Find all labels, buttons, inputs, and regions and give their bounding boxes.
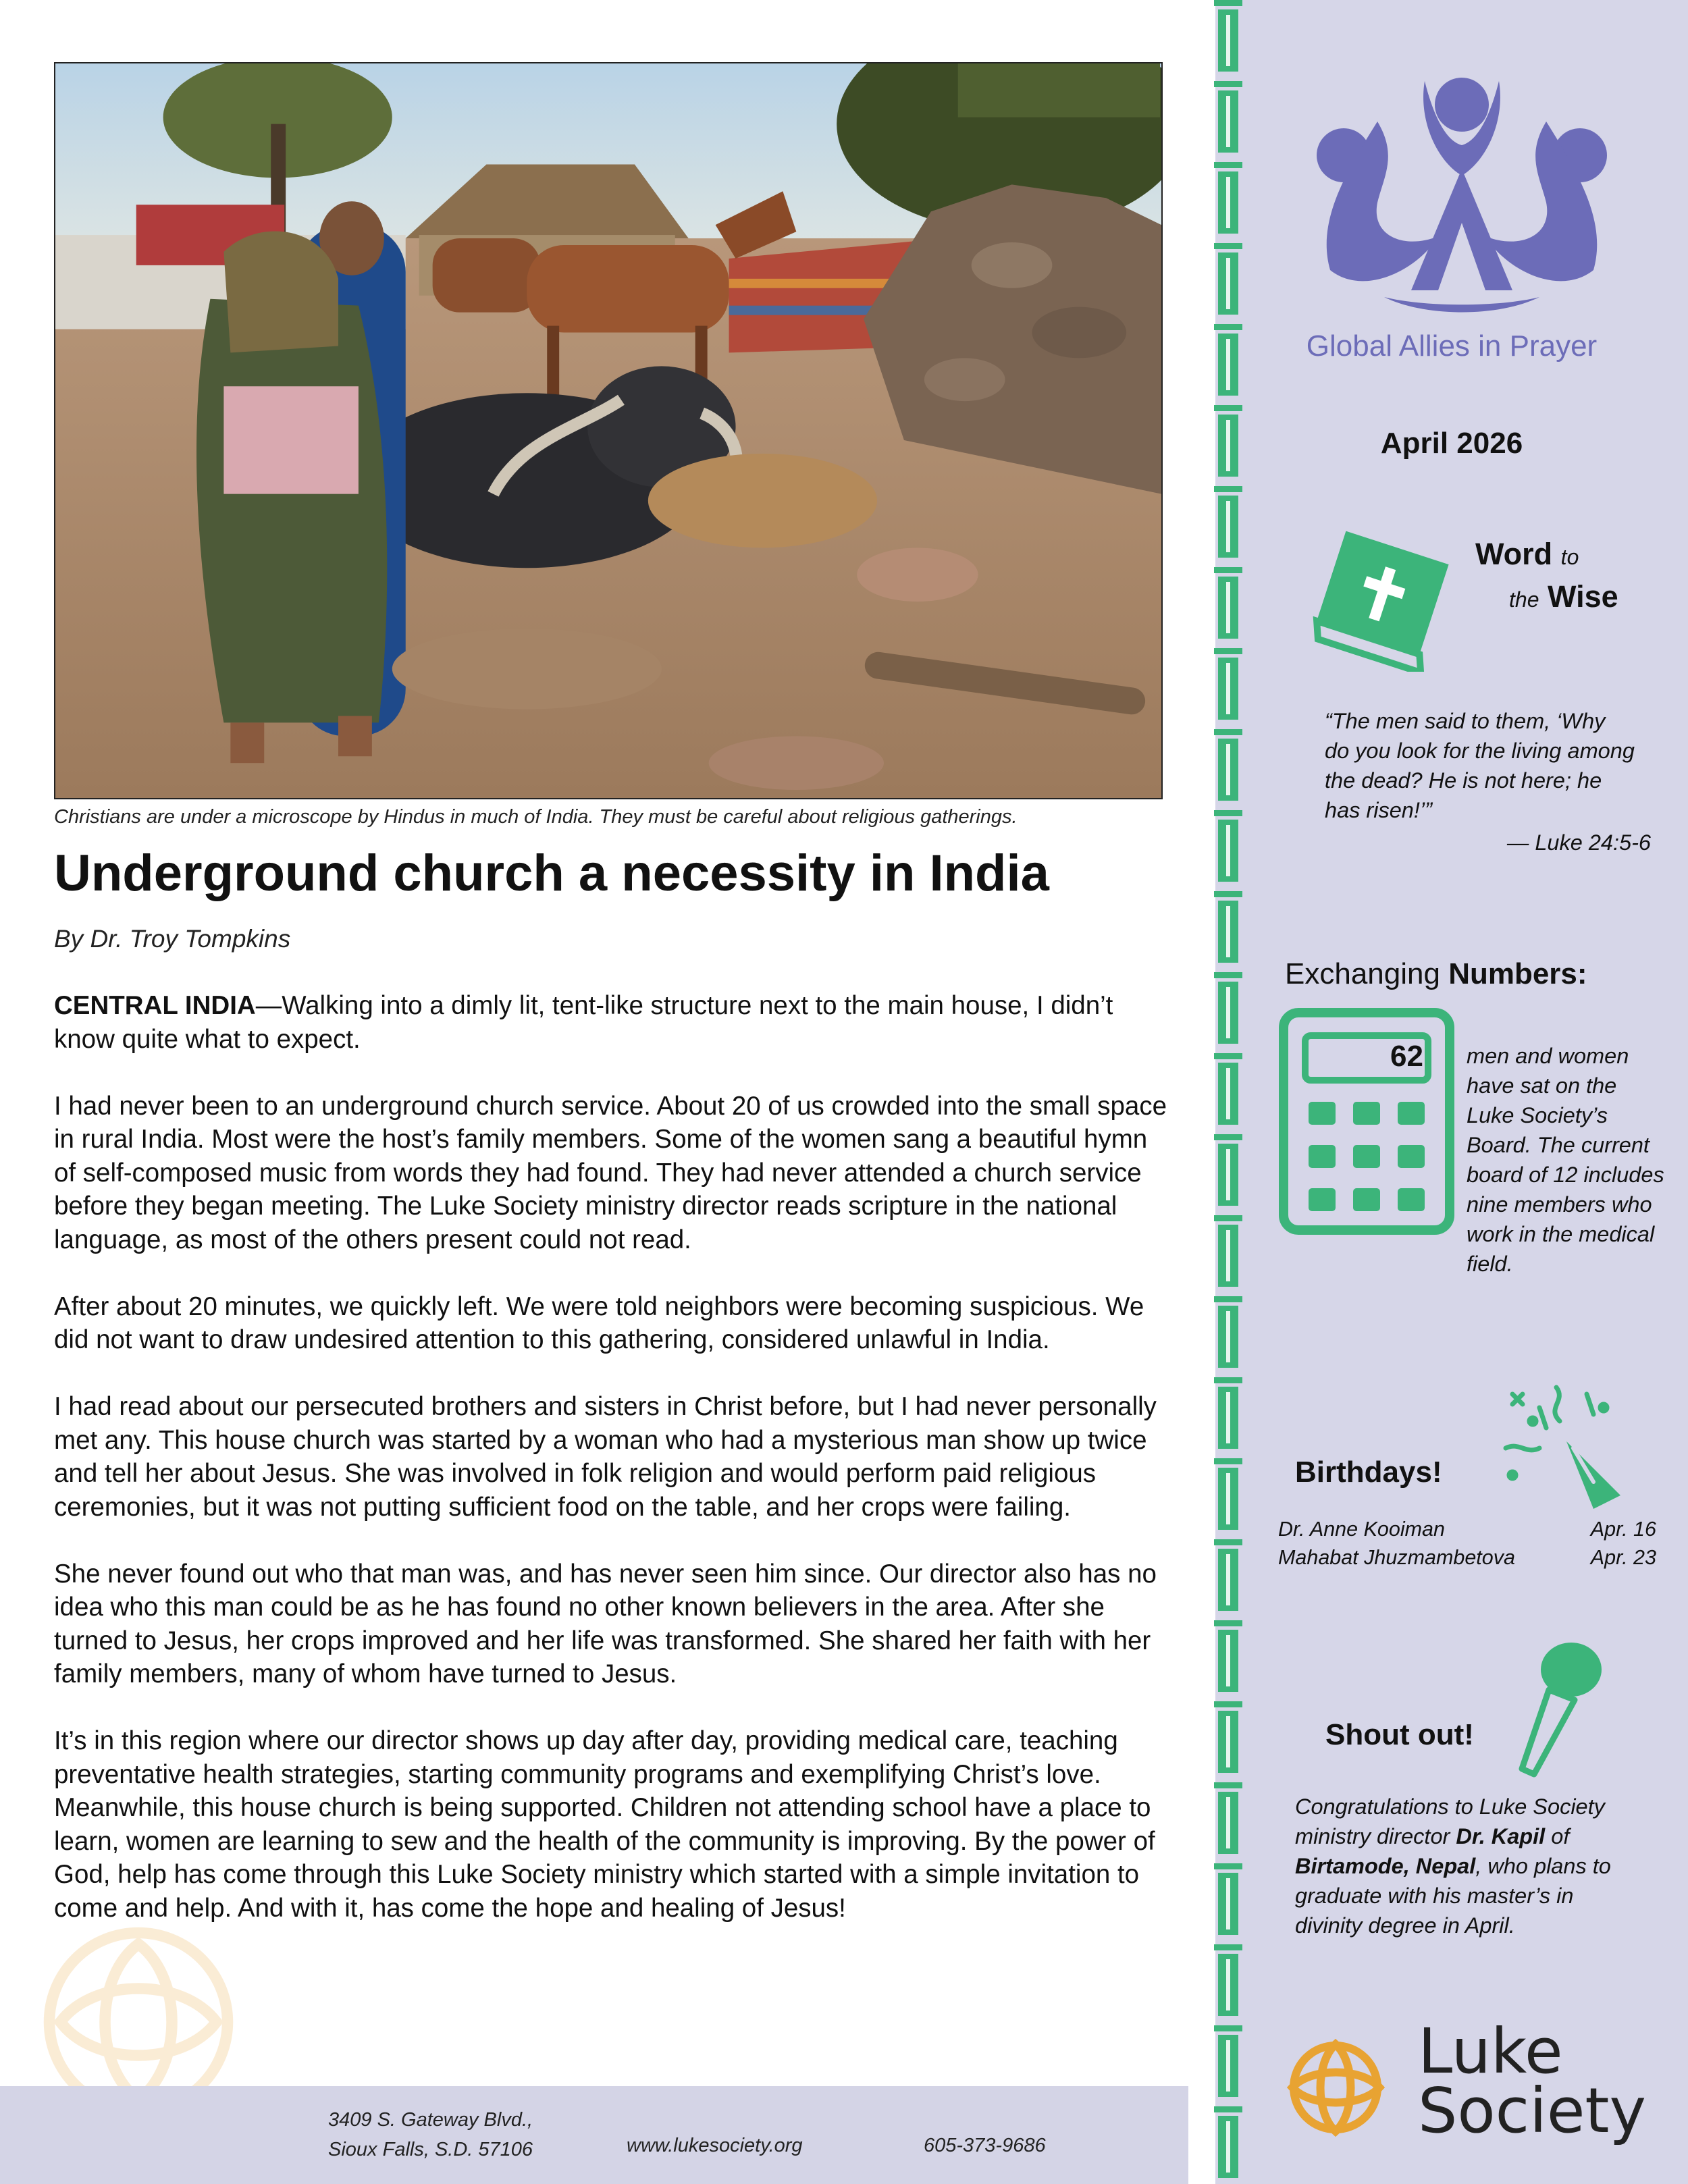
birthday-date: Apr. 23 (1590, 1546, 1656, 1569)
photo-caption: Christians are under a microscope by Hindus in much of India. They must be careful about religious gatherings. (54, 806, 1018, 828)
bamboo-node (1214, 1701, 1242, 1707)
calculator-value: 62 (1390, 1040, 1423, 1073)
bamboo-node (1214, 1053, 1242, 1059)
bamboo-highlight (1226, 501, 1230, 552)
address-line-1: 3409 S. Gateway Blvd., (328, 2109, 533, 2131)
page-footer (0, 2086, 1188, 2184)
bamboo-highlight (1226, 96, 1230, 147)
wordmark-line-1: Luke (1418, 2015, 1563, 2087)
article-body (54, 989, 1175, 1959)
numbers-description: men and women have sat on the Luke Society’s Board. The current board of 12 includes nine members who work in the medical field. (1467, 1044, 1664, 1276)
footer-website[interactable]: www.lukesociety.org (627, 2135, 803, 2156)
shout-text-part: Congratulations to Luke Society ministry director (1295, 1794, 1605, 1848)
bamboo-highlight (1226, 1635, 1230, 1686)
bamboo-node (1214, 1782, 1242, 1788)
bamboo-node (1214, 1863, 1242, 1869)
bible-icon (1300, 527, 1472, 672)
verse-reference: — Luke 24:5-6 (1506, 830, 1651, 855)
birthday-name: Mahabat Jhuzmambetova (1278, 1546, 1515, 1569)
numbers-title-a: Exchanging (1285, 957, 1440, 990)
bamboo-node (1214, 1458, 1242, 1464)
shout-out-text (1295, 1792, 1646, 1940)
bamboo-node (1214, 1620, 1242, 1626)
article-paragraph: I had read about our persecuted brothers and sisters in Christ before, but I had never personally met any. This house church was started by a woman who had a mysterious man show up twice and tell her about Jesus. She was involved in folk religion and would perform paid religious ceremonies, but it was not putting sufficient food on the table, and her crops were failing. (54, 1392, 1157, 1522)
address-line-2: Sioux Falls, S.D. 57106 (328, 2139, 533, 2160)
birthday-date: Apr. 16 (1590, 1518, 1656, 1541)
bamboo-highlight (1226, 1149, 1230, 1200)
bamboo-node (1214, 1539, 1242, 1545)
footer-address (328, 2105, 533, 2164)
shout-out-place: Birtamode, Nepal (1295, 1854, 1476, 1878)
bamboo-node (1214, 648, 1242, 654)
bamboo-highlight (1226, 825, 1230, 876)
bamboo-highlight (1226, 906, 1230, 957)
wtw-wise: Wise (1548, 579, 1618, 614)
bamboo-highlight (1226, 420, 1230, 471)
wtw-word: Word (1475, 537, 1553, 571)
bamboo-node (1214, 1296, 1242, 1302)
bamboo-highlight (1226, 2121, 1230, 2173)
bamboo-node (1214, 81, 1242, 87)
wtw-to: to (1560, 545, 1579, 569)
bamboo-node (1214, 486, 1242, 492)
bamboo-highlight (1226, 1473, 1230, 1524)
issue-month: April 2026 (1380, 427, 1523, 460)
bamboo-node (1214, 972, 1242, 978)
bible-verse: “The men said to them, ‘Why do you look for the living among the dead? He is not here; he has risen!’” (1325, 709, 1635, 822)
bamboo-highlight (1226, 177, 1230, 228)
article-paragraph: She never found out who that man was, and has never seen him since. Our director also has no idea who this man could be as he has found no other known believers in the area. After she turned to Jesus, her crops improved and her life was transformed. She shared her faith with her family members, many of whom have turned to Jesus. (54, 1559, 1157, 1688)
article-dateline: CENTRAL INDIA (54, 991, 256, 1020)
bamboo-highlight (1226, 15, 1230, 66)
article-headline: Underground church a necessity in India (54, 845, 1049, 902)
org-name: Global Allies in Prayer (1306, 329, 1598, 363)
footer-phone[interactable]: 605-373-9686 (924, 2135, 1046, 2156)
bamboo-highlight (1226, 582, 1230, 633)
bamboo-node (1214, 891, 1242, 897)
bamboo-highlight (1226, 663, 1230, 714)
luke-society-logo-icon (1280, 2032, 1392, 2143)
bamboo-highlight (1226, 1311, 1230, 1362)
bamboo-node (1214, 1944, 1242, 1950)
bamboo-highlight (1226, 2040, 1230, 2092)
shout-out-title: Shout out! (1325, 1718, 1474, 1751)
bamboo-highlight (1226, 1797, 1230, 1848)
bamboo-node (1214, 567, 1242, 573)
bamboo-node (1214, 243, 1242, 249)
article-photo (54, 62, 1163, 799)
numbers-title (1285, 957, 1587, 991)
bamboo-node (1214, 162, 1242, 168)
wordmark-line-2: Society (1418, 2075, 1646, 2147)
numbers-title-b: Numbers: (1448, 957, 1587, 990)
bamboo-node (1214, 0, 1242, 6)
article-paragraph: I had never been to an underground church service. About 20 of us crowded into the small space in rural India. Most were the host’s family members. Some of the women sang a beautiful hymn of self-composed music from words they had found. They had never attended a church service before they began meeting. The Luke Society ministry director reads scripture in the national language, as most of the others present could not read. (54, 1091, 1167, 1254)
bamboo-node (1214, 1134, 1242, 1140)
article-paragraph: After about 20 minutes, we quickly left. We were told neighbors were becoming suspicious. We did not want to draw undesired attention to this gathering, considered unlawful in India. (54, 1291, 1144, 1354)
bamboo-node (1214, 1215, 1242, 1221)
word-to-the-wise-title-line2 (1509, 579, 1618, 614)
birthday-name: Dr. Anne Kooiman (1278, 1518, 1445, 1541)
bamboo-highlight (1226, 258, 1230, 309)
bamboo-divider (1188, 0, 1253, 2184)
shout-text-part: of (1545, 1824, 1570, 1848)
bamboo-highlight (1226, 1878, 1230, 1929)
luke-society-wordmark (1418, 2015, 1646, 2147)
bamboo-highlight (1226, 1392, 1230, 1443)
wtw-the: the (1509, 587, 1539, 612)
shout-text-part: , who plans to graduate with his master’s in divinity degree in April. (1295, 1854, 1611, 1938)
global-allies-in-prayer-logo-icon (1303, 68, 1620, 324)
birthdays-title: Birthdays! (1295, 1456, 1442, 1489)
bamboo-highlight (1226, 1959, 1230, 2010)
bamboo-highlight (1226, 1716, 1230, 1767)
article-byline: By Dr. Troy Tompkins (54, 925, 291, 953)
word-to-the-wise-title-line1 (1475, 537, 1579, 572)
bamboo-highlight (1226, 1230, 1230, 1281)
bamboo-node (1214, 729, 1242, 735)
party-popper-icon (1492, 1381, 1627, 1516)
bamboo-highlight (1226, 1554, 1230, 1605)
bamboo-node (1214, 324, 1242, 330)
bamboo-node (1214, 2025, 1242, 2031)
article-paragraph: It’s in this region where our director shows up day after day, providing medical care, teaching preventative health strategies, starting community programs and exemplifying Christ’s love. Meanwhile, this house church is being supported. Children not attending school have a place to learn, women are learning to sew and the health of the community is improving. By the power of God, help has come through this Luke Society ministry which started with a simple invitation to come and help. And with it, has come the hope and healing of Jesus! (54, 1726, 1155, 1923)
article-paragraph (54, 989, 1175, 1056)
shout-out-name: Dr. Kapil (1456, 1824, 1546, 1848)
bamboo-highlight (1226, 1068, 1230, 1119)
microphone-icon (1507, 1639, 1608, 1781)
article-paragraph-text: —Walking into a dimly lit, tent-like structure next to the main house, I didn’t know quite what to expect. (54, 991, 1113, 1054)
bamboo-highlight (1226, 744, 1230, 795)
bamboo-highlight (1226, 987, 1230, 1038)
bamboo-node (1214, 405, 1242, 411)
bamboo-node (1214, 1377, 1242, 1383)
bamboo-node (1214, 2106, 1242, 2112)
bamboo-node (1214, 810, 1242, 816)
bamboo-highlight (1226, 339, 1230, 390)
